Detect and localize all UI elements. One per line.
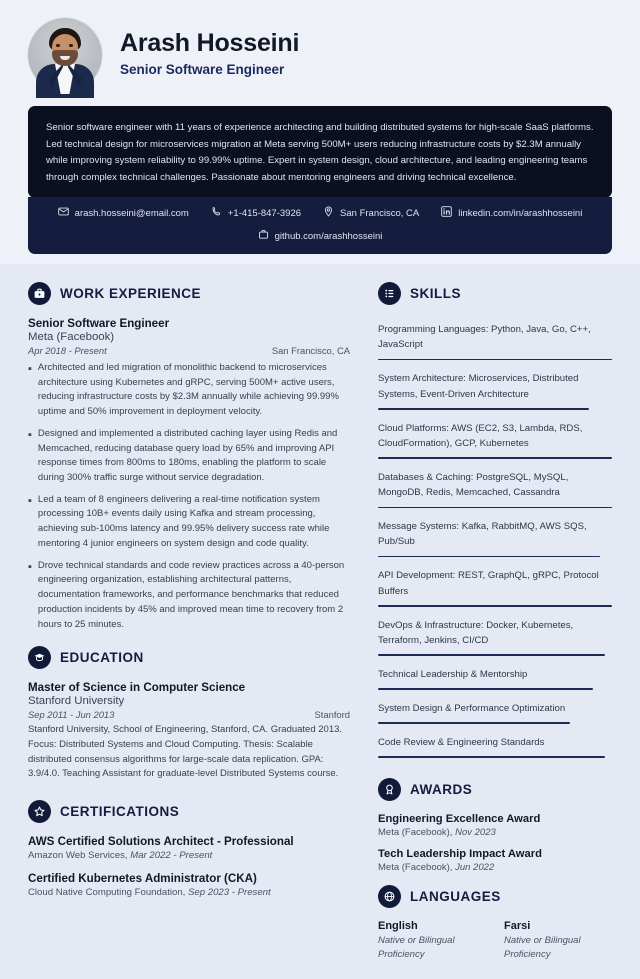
- skill-item: [378, 514, 612, 563]
- certification-name: Certified Kubernetes Administrator (CKA): [28, 872, 257, 886]
- resume-body: [0, 264, 640, 979]
- left-column: [0, 274, 368, 961]
- skill-text: System Design & Performance Optimization: [378, 702, 566, 714]
- certification-issuer: Amazon Web Services,: [28, 850, 128, 862]
- work-company: Meta (Facebook): [28, 331, 115, 343]
- work-bullet: [28, 361, 350, 420]
- certification-item: [28, 872, 350, 898]
- section-title-skills: SKILLS: [410, 286, 462, 301]
- section-header-certifications: [28, 800, 350, 823]
- certification-item: [28, 835, 350, 861]
- skill-text: API Development: REST, GraphQL, gRPC, Protocol Buffers: [378, 570, 599, 597]
- contact-github[interactable]: [258, 229, 383, 243]
- skill-item: [378, 730, 612, 764]
- job-title-subtitle: Senior Software Engineer: [120, 62, 285, 78]
- skill-item: [378, 416, 612, 465]
- skill-text: Databases & Caching: PostgreSQL, MySQL, MongoDB, Redis, Memcached, Cassandra: [378, 471, 569, 499]
- language-proficiency: Native or Bilingual Proficiency: [504, 934, 581, 960]
- contact-row-secondary: [46, 229, 594, 243]
- skill-level-bar: [378, 756, 605, 758]
- contact-github-text: github.com/arashhosseini: [274, 230, 383, 242]
- skill-item: [378, 563, 612, 612]
- section-header-work: [28, 282, 350, 305]
- skill-item: [378, 662, 612, 696]
- section-title-work: WORK EXPERIENCE: [60, 286, 202, 301]
- award-name: Tech Leadership Impact Award: [378, 847, 542, 860]
- skill-text: Technical Leadership & Mentorship: [378, 668, 528, 680]
- language-proficiency: Native or Bilingual Proficiency: [378, 934, 455, 960]
- language-item: [504, 920, 612, 962]
- skill-text: DevOps & Infrastructure: Docker, Kubernetes, Terraform, Jenkins, CI/CD: [378, 619, 574, 647]
- section-title-awards: AWARDS: [410, 781, 473, 797]
- education-item: [28, 681, 350, 782]
- graduation-cap-icon: [28, 646, 51, 669]
- skill-level-bar: [378, 654, 605, 656]
- section-header-awards: [378, 778, 612, 801]
- section-header-skills: [378, 282, 612, 305]
- work-meta: [28, 345, 350, 356]
- language-item: [378, 920, 486, 962]
- work-bullet-text: Drove technical standards and code review practices across a 40-person engineering organization, establishing architectural patterns, documentation frameworks, and performance benchmarks that reduced production incidents by 45% and improved mean time to recovery from 2 hours to 25 minutes.: [37, 559, 345, 630]
- award-issuer: Meta (Facebook),: [378, 861, 453, 873]
- list-icon: [378, 282, 401, 305]
- work-dates: Apr 2018 - Present: [28, 345, 107, 356]
- avatar: [28, 18, 102, 92]
- certification-name: AWS Certified Solutions Architect - Professional: [28, 835, 294, 849]
- skill-item: [378, 696, 612, 730]
- skill-level-bar: [378, 722, 570, 724]
- contact-email[interactable]: [58, 206, 189, 220]
- work-bullet-text: Led a team of 8 engineers delivering a real-time notification system processing 10B+ events daily using Kafka and stream processing, achieving sub-100ms latency and 99.95% delivery success rate while mentoring 4 junior engineers on system design and code quality.: [37, 493, 330, 549]
- page-title: Arash Hosseini: [120, 28, 300, 57]
- education-school: Stanford University: [28, 695, 125, 708]
- contact-linkedin-text: linkedin.com/in/arashhosseini: [458, 207, 583, 219]
- skill-level-bar: [378, 457, 612, 459]
- work-bullet: [28, 427, 350, 486]
- skill-level-bar: [378, 605, 612, 607]
- award-issuer: Meta (Facebook),: [378, 826, 453, 838]
- work-bullet-text: Architected and led migration of monolithic backend to microservices architecture using Kubernetes and gRPC, serving 500M+ active users, reducing infrastructure costs by $2.3M annually while achieving 99.99% uptime and 50% improvement in deployment velocity.: [37, 362, 339, 418]
- skills-list: [378, 317, 612, 764]
- skill-text: System Architecture: Microservices, Distributed Systems, Event-Driven Architecture: [378, 373, 579, 400]
- skill-text: Message Systems: Kafka, RabbitMQ, AWS SQS, Pub/Sub: [378, 521, 587, 548]
- certification-dates: Mar 2022 - Present: [130, 850, 213, 862]
- language-name: English: [378, 919, 418, 932]
- contact-location-text: San Francisco, CA: [340, 207, 420, 219]
- section-title-certifications: CERTIFICATIONS: [60, 804, 180, 820]
- education-dates: Sep 2011 - Jun 2013: [28, 709, 115, 721]
- identity-block: [120, 29, 299, 82]
- education-meta: [28, 709, 350, 720]
- contact-row-primary: [46, 206, 594, 220]
- contact-linkedin[interactable]: [441, 206, 582, 220]
- github-icon: [258, 229, 269, 243]
- globe-icon: [378, 885, 401, 908]
- linkedin-icon: [441, 206, 452, 220]
- education-location: Stanford: [314, 709, 350, 721]
- work-bullet: [28, 559, 350, 633]
- certification-issuer: Cloud Native Computing Foundation,: [28, 887, 186, 899]
- section-title-languages: LANGUAGES: [410, 888, 501, 904]
- skill-item: [378, 317, 612, 366]
- skill-item: [378, 366, 612, 415]
- briefcase-icon: [28, 282, 51, 305]
- skill-text: Cloud Platforms: AWS (EC2, S3, Lambda, RDS, CloudFormation), GCP, Kubernetes: [378, 422, 583, 449]
- work-bullets: [28, 361, 350, 632]
- award-meta: [378, 827, 612, 838]
- award-item: [378, 848, 612, 873]
- summary-text: Senior software engineer with 11 years of experience architecting and building distributed systems for high-scale SaaS platforms. Led technical design for microservices migration at Meta serving 500M+ users reducing infrastructure costs by $2.3M annually while improving system reliability to 99.99% uptime. Expert in system design, cloud architecture, and leading engineering teams through complex technical challenges. Passionate about mentoring engineers and driving technical excellence.: [46, 122, 594, 183]
- contact-email-text: arash.hosseini@email.com: [74, 207, 189, 219]
- award-meta: [378, 862, 612, 873]
- work-bullet: [28, 493, 350, 552]
- work-item: [28, 317, 350, 632]
- languages-grid: [378, 920, 612, 962]
- skill-level-bar: [378, 507, 612, 509]
- skill-level-bar: [378, 408, 589, 410]
- section-header-education: [28, 646, 350, 669]
- contact-phone-text: +1-415-847-3926: [227, 207, 302, 219]
- skill-level-bar: [378, 556, 600, 558]
- right-column: [368, 274, 640, 961]
- skill-text: Programming Languages: Python, Java, Go, C++, JavaScript: [378, 324, 591, 351]
- bullet-dot-icon: ▪: [28, 494, 32, 507]
- education-description: Stanford University, School of Engineering, Stanford, CA. Graduated 2013. Focus: Distributed Systems and Cloud Computing. Thesis: Scalable distributed consensus algorithms for large-scale data replication. GPA: 3.9/4.0. Teaching Assistant for graduate-level Distributed Systems course.: [28, 724, 343, 780]
- award-date: Jun 2022: [455, 861, 495, 873]
- skill-item: [378, 465, 612, 514]
- award-medal-icon: [378, 778, 401, 801]
- contact-location: [323, 206, 419, 220]
- contact-strip: [28, 197, 612, 254]
- award-item: [378, 813, 612, 838]
- skill-text: Code Review & Engineering Standards: [378, 736, 545, 748]
- skill-level-bar: [378, 359, 612, 361]
- award-name: Engineering Excellence Award: [378, 812, 541, 825]
- work-job-title: Senior Software Engineer: [28, 317, 170, 330]
- award-date: Nov 2023: [455, 826, 496, 838]
- phone-icon: [211, 206, 222, 220]
- work-location: San Francisco, CA: [271, 345, 350, 356]
- education-degree: Master of Science in Computer Science: [28, 681, 246, 695]
- section-title-education: EDUCATION: [60, 650, 144, 666]
- resume-header: [0, 0, 640, 92]
- skill-level-bar: [378, 688, 593, 690]
- language-name: Farsi: [504, 919, 531, 932]
- bullet-dot-icon: ▪: [28, 560, 32, 573]
- email-icon: [58, 206, 69, 220]
- skill-item: [378, 613, 612, 662]
- location-pin-icon: [323, 206, 334, 220]
- star-badge-icon: [28, 800, 51, 823]
- contact-phone[interactable]: [211, 206, 301, 220]
- section-header-languages: [378, 885, 612, 908]
- work-bullet-text: Designed and implemented a distributed caching layer using Redis and Memcached, reducing database query load by 65% and improving API response times from 800ms to 180ms, enabling the platform to scale during 300% traffic surge without service degradation.: [37, 427, 338, 484]
- summary-card: [28, 106, 612, 198]
- certification-dates: Sep 2023 - Present: [188, 887, 271, 899]
- certification-meta: [28, 887, 350, 898]
- certification-meta: [28, 850, 350, 861]
- bullet-dot-icon: ▪: [28, 428, 32, 441]
- bullet-dot-icon: ▪: [28, 363, 32, 375]
